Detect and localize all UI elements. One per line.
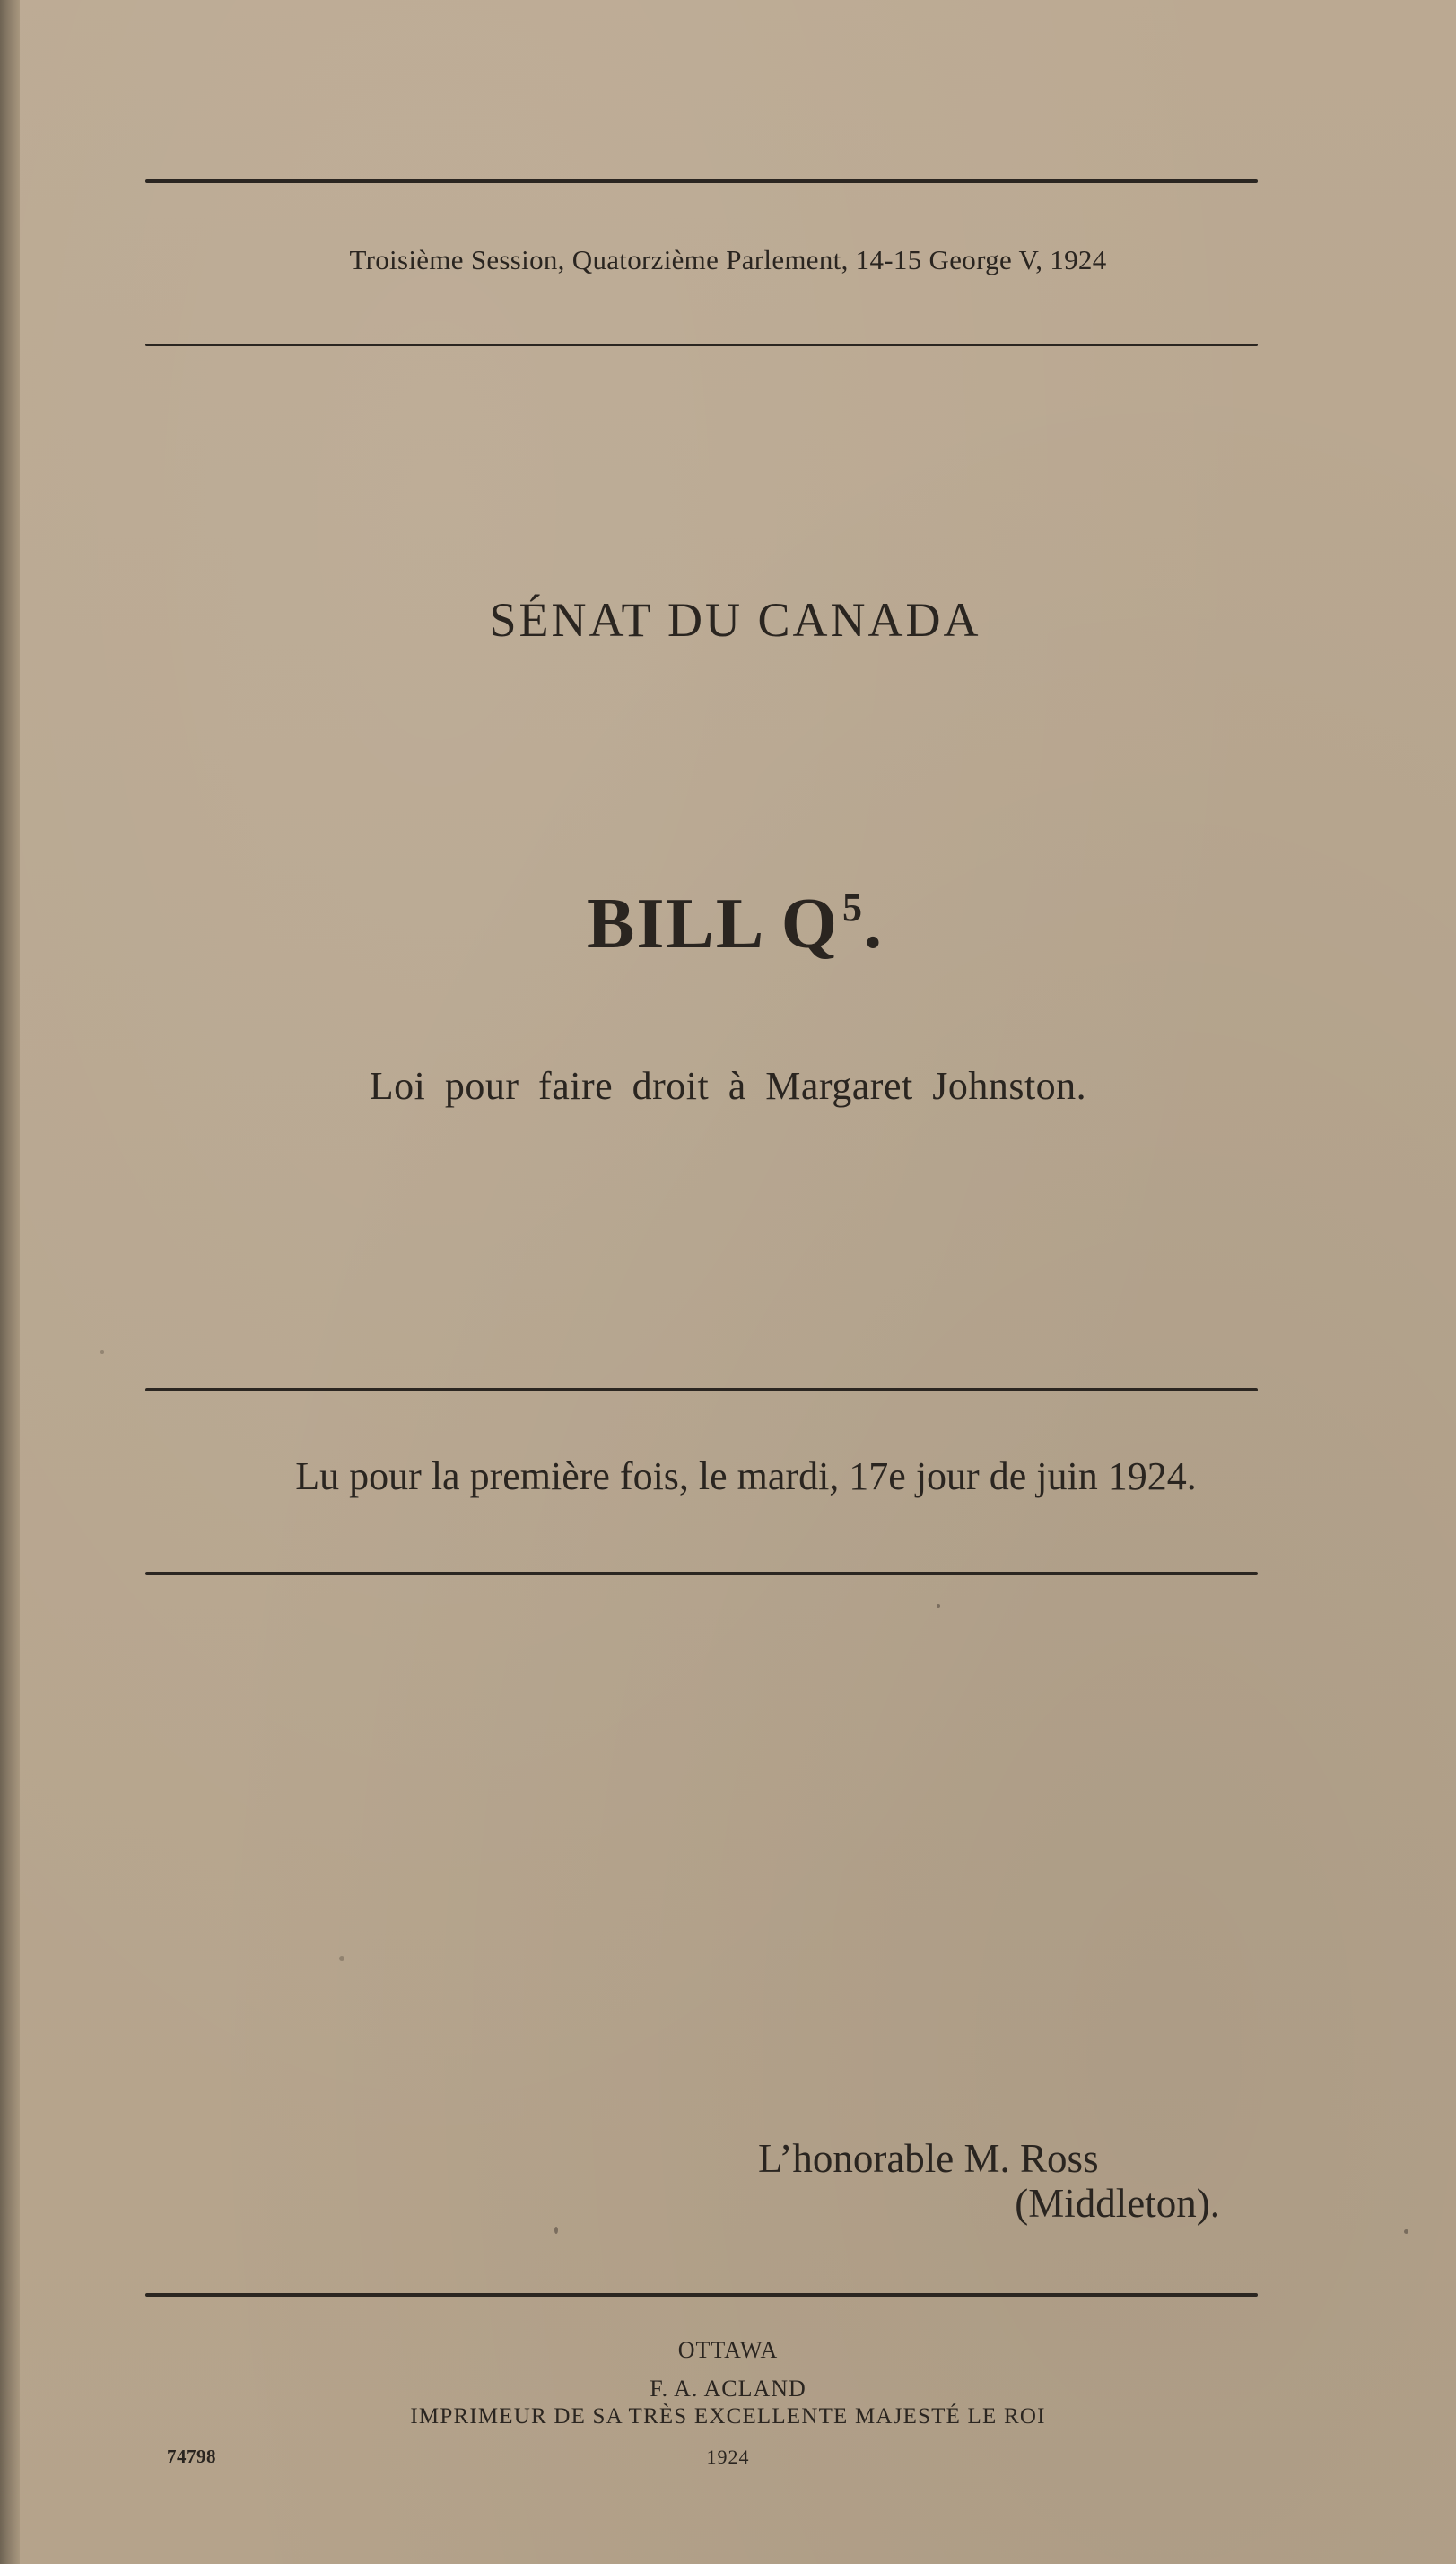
- imprint-printer: F. A. ACLAND: [650, 2376, 806, 2402]
- bill-title: [0, 884, 1456, 965]
- sponsor-riding: (Middleton).: [1015, 2181, 1220, 2226]
- top-rule: [145, 179, 1258, 183]
- imprint-year: 1924: [706, 2446, 750, 2468]
- session-line: Troisième Session, Quatorzième Parlement, 14-15 George V, 1924: [349, 244, 1107, 275]
- sponsor-name: L’honorable M. Ross: [758, 2136, 1099, 2181]
- paper-speck: [937, 1604, 940, 1608]
- imprint-role: IMPRIMEUR DE SA TRÈS EXCELLENTE MAJESTÉ LE ROI: [410, 2404, 1046, 2429]
- paper-speck: [339, 1956, 344, 1961]
- print-number: 74798: [167, 2446, 216, 2467]
- paper-speck: [1404, 2229, 1408, 2234]
- binding-edge: [0, 0, 20, 2564]
- bill-superscript: 5: [842, 885, 865, 929]
- paper-speck: [554, 2227, 558, 2234]
- act-description: Loi pour faire droit à Margaret Johnston.: [369, 1064, 1087, 1108]
- bill-label: BILL Q: [586, 885, 840, 964]
- bill-suffix: .: [864, 885, 885, 964]
- reading-bottom-rule: [145, 1572, 1258, 1575]
- reading-top-rule: [145, 1388, 1258, 1391]
- first-reading-line: Lu pour la première fois, le mardi, 17e jour de juin 1924.: [295, 1454, 1197, 1498]
- imprint-rule: [145, 2293, 1258, 2297]
- paper-speck: [100, 1350, 104, 1354]
- header-rule: [145, 344, 1258, 346]
- imprint-city: OTTAWA: [677, 2337, 779, 2363]
- senate-title: SÉNAT DU CANADA: [489, 593, 981, 647]
